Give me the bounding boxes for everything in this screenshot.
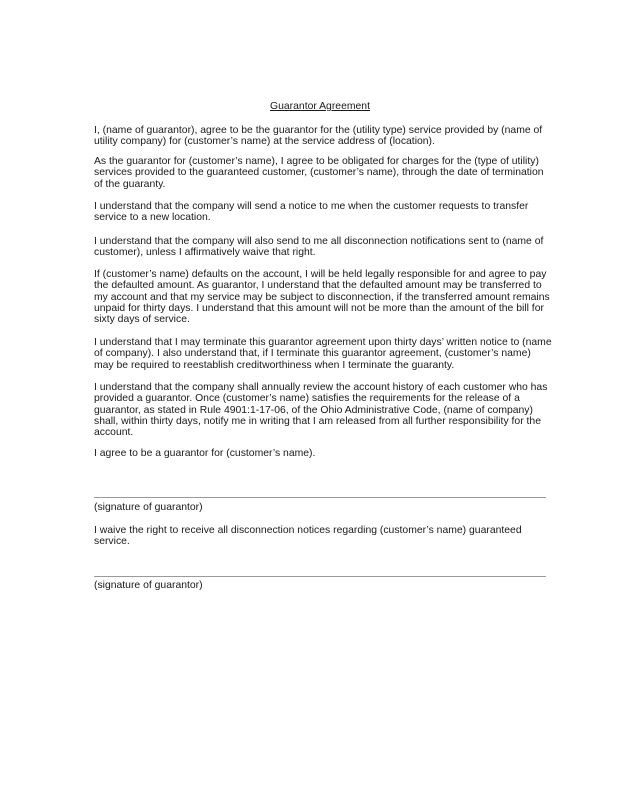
signature-label-1: (signature of guarantor) xyxy=(94,502,203,513)
signature-line-1 xyxy=(94,497,546,498)
document-title-text: Guarantor Agreement xyxy=(270,101,370,112)
paragraph-obligation: As the guarantor for (customer’s name), I agree to be obligated for charges for the (type of utility) services provided to the guaranteed customer, (customer’s name), through the date of termination of the guaranty. xyxy=(94,156,544,190)
paragraph-guarantor-intro: I, (name of guarantor), agree to be the guarantor for the (utility type) service provided by (name of utility company) for (customer’s name) at the service address of (location). xyxy=(94,125,543,148)
paragraph-annual-review: I understand that the company shall annually review the account history of each customer who has provided a guarantor. Once (customer’s name) satisfies the requirements for the release of a guarantor, as stated in Rule 4901:1-17-06, of the Ohio Administrative Code, (name of company) shall, within thirty days, notify me in writing that I am released from all further responsibility for the account. xyxy=(94,382,548,439)
paragraph-termination: I understand that I may terminate this guarantor agreement upon thirty days’ written notice to (name of company). I also understand that, if I terminate this guarantor agreement, (customer’s name) may be required to reestablish creditworthiness when I terminate the guaranty. xyxy=(94,337,552,371)
signature-label-2: (signature of guarantor) xyxy=(94,580,203,591)
signature-line-2 xyxy=(94,576,546,577)
paragraph-disconnection-notice: I understand that the company will also send to me all disconnection notifications sent to (name of customer), unless I affirmatively waive that right. xyxy=(94,236,544,259)
paragraph-transfer-notice: I understand that the company will send a notice to me when the customer requests to transfer service to a new location. xyxy=(94,201,529,224)
paragraph-default-liability: If (customer’s name) defaults on the account, I will be held legally responsible for and agree to pay the defaulted amount. As guarantor, I understand that the defaulted amount may be transferred to my account and that my service may be subject to disconnection, if the transferred amount remains unpaid for thirty days. I understand that this amount will not be more than the amount of the bill for sixty days of service. xyxy=(94,269,550,326)
document-title xyxy=(0,101,640,113)
paragraph-agreement-statement: I agree to be a guarantor for (customer’s name). xyxy=(94,448,316,459)
paragraph-waiver: I waive the right to receive all disconnection notices regarding (customer’s name) guaranteed service. xyxy=(94,525,522,548)
